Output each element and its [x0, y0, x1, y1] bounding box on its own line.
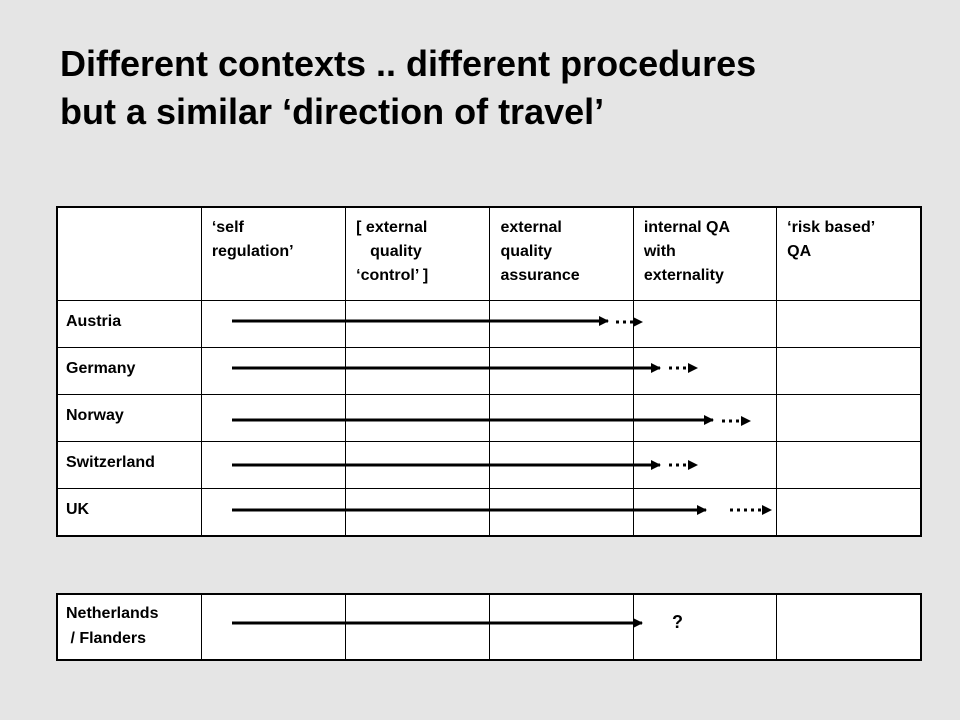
table-cell — [777, 395, 921, 442]
row-label-cell — [57, 594, 201, 660]
table-cell — [490, 348, 633, 395]
country-label: Netherlands — [66, 605, 159, 622]
table-cell — [633, 489, 776, 537]
country-label: / Flanders — [66, 630, 147, 647]
table-cell — [490, 442, 633, 489]
country-label: Germany — [66, 360, 136, 377]
column-header — [490, 207, 633, 301]
header-line: regulation’ — [211, 243, 294, 260]
table-cell — [346, 442, 490, 489]
table-cell — [777, 489, 921, 537]
table-row — [57, 594, 921, 660]
header-line: quality — [500, 243, 553, 260]
table-cell — [633, 348, 776, 395]
country-label: UK — [66, 501, 90, 518]
table-row — [57, 301, 921, 348]
table-cell — [633, 395, 776, 442]
column-header — [201, 207, 345, 301]
table-cell — [346, 301, 490, 348]
country-label: Switzerland — [66, 454, 155, 471]
table-cell — [633, 301, 776, 348]
table-cell — [346, 348, 490, 395]
title-line-1: Different contexts .. different procedures — [60, 43, 757, 84]
row-label-cell — [57, 301, 201, 348]
table-cell — [777, 594, 921, 660]
table-cell — [201, 348, 345, 395]
corner-cell — [57, 207, 201, 301]
row-label-cell — [57, 348, 201, 395]
row-label-cell — [57, 395, 201, 442]
table-row — [57, 348, 921, 395]
table-cell — [346, 395, 490, 442]
table-cell — [777, 442, 921, 489]
header-line: ‘self — [211, 219, 244, 236]
header-line: externality — [643, 267, 724, 284]
row-label-cell — [57, 489, 201, 537]
header-line: QA — [787, 243, 812, 260]
header-line: external — [500, 219, 562, 236]
table-row — [57, 442, 921, 489]
table-cell — [201, 395, 345, 442]
column-header — [777, 207, 921, 301]
header-line: ‘control’ ] — [356, 267, 429, 284]
slide-title — [60, 40, 940, 136]
table-cell — [490, 395, 633, 442]
header-line: internal QA — [643, 219, 731, 236]
question-mark: ? — [672, 612, 683, 632]
header-line: assurance — [500, 267, 580, 284]
header-line: quality — [370, 243, 422, 260]
column-header — [633, 207, 776, 301]
table-cell — [201, 301, 345, 348]
table-row — [57, 395, 921, 442]
header-line: ‘risk based’ — [787, 219, 876, 236]
table-cell — [777, 348, 921, 395]
column-header — [346, 207, 490, 301]
table-cell — [490, 489, 633, 537]
table-cell — [633, 442, 776, 489]
table-cell — [346, 489, 490, 537]
header-line: with — [643, 243, 676, 260]
table-cell — [201, 594, 345, 660]
table-cell — [201, 489, 345, 537]
table-cell — [201, 442, 345, 489]
table-row — [57, 489, 921, 537]
table-cell — [777, 301, 921, 348]
row-label-cell — [57, 442, 201, 489]
header-line: [ external — [356, 219, 428, 236]
table-cell — [346, 594, 490, 660]
title-line-2: but a similar ‘direction of travel’ — [60, 91, 605, 132]
table-cell — [633, 594, 776, 660]
table-cell — [490, 301, 633, 348]
table-cell — [490, 594, 633, 660]
country-label: Austria — [66, 313, 122, 330]
country-label: Norway — [66, 407, 124, 424]
header-row — [57, 207, 921, 301]
netherlands-table — [56, 593, 922, 661]
progression-table — [56, 206, 922, 537]
